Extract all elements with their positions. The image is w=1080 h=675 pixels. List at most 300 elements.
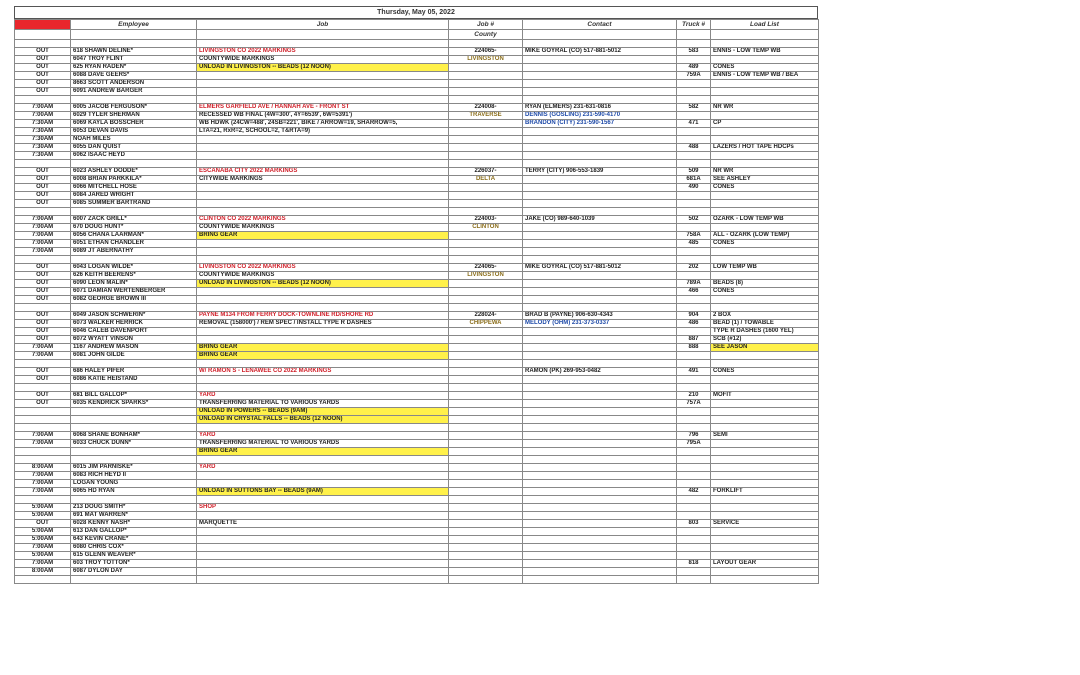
schedule-row	[15, 488, 819, 496]
cell-time: OUT	[15, 312, 71, 320]
cell-load-list	[711, 400, 819, 408]
cell-time: 7:30AM	[15, 152, 71, 160]
cell-truck: 904	[677, 312, 711, 320]
cell-contact	[523, 384, 677, 392]
cell-load-list: 2 BOX	[711, 312, 819, 320]
cell-job: RECESSED WB FINAL (4W=300', 4Y=6539', 6W=5391')	[197, 112, 449, 120]
cell-employee	[71, 408, 197, 416]
cell-contact	[523, 328, 677, 336]
cell-time	[15, 160, 71, 168]
cell-time: OUT	[15, 56, 71, 64]
cell-time	[15, 424, 71, 432]
column-subheader-row	[15, 30, 819, 40]
cell-truck: 583	[677, 48, 711, 56]
cell-job-number	[449, 144, 523, 152]
cell-time: OUT	[15, 392, 71, 400]
cell-contact	[523, 296, 677, 304]
cell-employee	[71, 448, 197, 456]
cell-job: BRING GEAR	[197, 352, 449, 360]
cell-contact	[523, 240, 677, 248]
cell-load-list	[711, 416, 819, 424]
cell-contact	[523, 480, 677, 488]
schedule-row	[15, 568, 819, 576]
cell-employee: 626 KEITH BEERENS*	[71, 272, 197, 280]
column-header-job-number: Job #	[449, 20, 523, 30]
cell-truck	[677, 96, 711, 104]
cell-truck: 789A	[677, 280, 711, 288]
cell-load-list	[711, 504, 819, 512]
cell-contact	[523, 192, 677, 200]
cell-employee: 6055 DAN QUIST	[71, 144, 197, 152]
cell-contact	[523, 344, 677, 352]
schedule-row	[15, 432, 819, 440]
schedule-row	[15, 528, 819, 536]
cell-time: OUT	[15, 368, 71, 376]
cell-load-list	[711, 88, 819, 96]
cell-load-list	[711, 512, 819, 520]
cell-job-number: 224003-	[449, 216, 523, 224]
cell-contact	[523, 136, 677, 144]
cell-time: 7:00AM	[15, 440, 71, 448]
cell-contact	[523, 88, 677, 96]
cell-load-list	[711, 112, 819, 120]
cell-time: 7:00AM	[15, 216, 71, 224]
cell-employee: 6049 JASON SCHWERIN*	[71, 312, 197, 320]
cell-employee: 213 DOUG SMITH*	[71, 504, 197, 512]
schedule-row	[15, 480, 819, 488]
cell-contact	[523, 408, 677, 416]
cell-contact	[523, 200, 677, 208]
cell-job-number	[449, 520, 523, 528]
cell-load-list: CONES	[711, 368, 819, 376]
cell-job-number	[449, 568, 523, 576]
cell-time: 7:00AM	[15, 472, 71, 480]
cell-job-number	[449, 400, 523, 408]
cell-truck: 491	[677, 368, 711, 376]
cell-job: UNLOAD IN POWERS -- BEADS (9AM)	[197, 408, 449, 416]
cell-load-list	[711, 352, 819, 360]
cell-contact	[523, 440, 677, 448]
schedule-row	[15, 352, 819, 360]
schedule-row	[15, 200, 819, 208]
cell-employee	[71, 384, 197, 392]
cell-contact	[523, 232, 677, 240]
cell-load-list	[711, 424, 819, 432]
cell-employee: 613 DAN GALLOP*	[71, 528, 197, 536]
cell-employee	[71, 160, 197, 168]
cell-contact: MIKE GOYRAL (CO) 517-881-5012	[523, 264, 677, 272]
column-header-time: Time	[15, 20, 71, 30]
cell-time: 8:00AM	[15, 568, 71, 576]
cell-employee: 6091 ANDREW BARGER	[71, 88, 197, 96]
cell-job-number	[449, 72, 523, 80]
schedule-row	[15, 216, 819, 224]
cell-truck	[677, 272, 711, 280]
cell-time	[15, 304, 71, 312]
cell-contact	[523, 456, 677, 464]
schedule-row	[15, 416, 819, 424]
cell-truck	[677, 480, 711, 488]
cell-time	[15, 576, 71, 584]
cell-truck	[677, 360, 711, 368]
cell-employee	[71, 208, 197, 216]
schedule-row	[15, 136, 819, 144]
cell-job-number	[449, 136, 523, 144]
cell-load-list	[711, 80, 819, 88]
cell-job	[197, 72, 449, 80]
cell-contact	[523, 304, 677, 312]
cell-job-number	[449, 552, 523, 560]
cell-truck: 759A	[677, 72, 711, 80]
cell-job-number	[449, 536, 523, 544]
cell-truck	[677, 256, 711, 264]
cell-time: 7:00AM	[15, 112, 71, 120]
cell-job: TRANSFERRING MATERIAL TO VARIOUS YARDS	[197, 440, 449, 448]
cell-job: SHOP	[197, 504, 449, 512]
cell-contact	[523, 512, 677, 520]
cell-job-number	[449, 328, 523, 336]
cell-load-list	[711, 200, 819, 208]
cell-employee: 6085 SUMMER BARTRAND	[71, 200, 197, 208]
cell-truck: 757A	[677, 400, 711, 408]
cell-employee: 6053 DEVAN DAVIS	[71, 128, 197, 136]
cell-time: OUT	[15, 288, 71, 296]
cell-job-number	[449, 456, 523, 464]
schedule-row	[15, 520, 819, 528]
cell-employee	[71, 96, 197, 104]
cell-truck	[677, 80, 711, 88]
cell-load-list: CONES	[711, 288, 819, 296]
cell-truck	[677, 152, 711, 160]
cell-time	[15, 208, 71, 216]
cell-job-number: 226037-	[449, 168, 523, 176]
cell-load-list	[711, 496, 819, 504]
cell-load-list: TYPE R DASHES (1600 YEL)	[711, 328, 819, 336]
schedule-row	[15, 272, 819, 280]
cell-employee: 8663 SCOTT ANDERSON	[71, 80, 197, 88]
cell-employee: 6088 DAVE GEERS*	[71, 72, 197, 80]
cell-contact	[523, 560, 677, 568]
cell-truck	[677, 136, 711, 144]
cell-job-number	[449, 200, 523, 208]
cell-job: LTA=21, RxR=2, SCHOOL=2, T&RTA=9)	[197, 128, 449, 136]
cell-time: 5:00AM	[15, 512, 71, 520]
cell-job	[197, 424, 449, 432]
spacer-row	[15, 576, 819, 584]
cell-employee: 6066 MITCHELL HOSE	[71, 184, 197, 192]
cell-job-number	[449, 424, 523, 432]
cell-contact	[523, 472, 677, 480]
cell-truck	[677, 88, 711, 96]
schedule-row	[15, 512, 819, 520]
cell-load-list: CONES	[711, 240, 819, 248]
cell-contact	[523, 80, 677, 88]
cell-truck	[677, 128, 711, 136]
spacer-row	[15, 496, 819, 504]
schedule-row	[15, 144, 819, 152]
cell-job	[197, 544, 449, 552]
schedule-row	[15, 312, 819, 320]
cell-truck	[677, 192, 711, 200]
cell-job-number	[449, 232, 523, 240]
cell-employee: 615 GLENN WEAVER*	[71, 552, 197, 560]
cell-load-list: ENNIS - LOW TEMP WB	[711, 48, 819, 56]
cell-contact	[523, 392, 677, 400]
cell-load-list	[711, 248, 819, 256]
cell-truck: 482	[677, 488, 711, 496]
cell-contact	[523, 152, 677, 160]
cell-job: CITYWIDE MARKINGS	[197, 176, 449, 184]
cell-load-list: SERVICE	[711, 520, 819, 528]
cell-contact	[523, 208, 677, 216]
cell-job: BRING GEAR	[197, 232, 449, 240]
cell-contact	[523, 176, 677, 184]
schedule-row	[15, 440, 819, 448]
cell-truck: 803	[677, 520, 711, 528]
cell-contact	[523, 544, 677, 552]
schedule-row	[15, 240, 819, 248]
cell-employee: 686 HALEY PIFER	[71, 368, 197, 376]
cell-employee: 6023 ASHLEY DODDE*	[71, 168, 197, 176]
schedule-row	[15, 64, 819, 72]
cell-load-list	[711, 552, 819, 560]
cell-job-number	[449, 392, 523, 400]
cell-employee	[71, 424, 197, 432]
cell-job-number	[449, 528, 523, 536]
schedule-row	[15, 120, 819, 128]
schedule-row	[15, 104, 819, 112]
cell-truck: 471	[677, 120, 711, 128]
cell-load-list: MOFIT	[711, 392, 819, 400]
cell-load-list: CONES	[711, 64, 819, 72]
schedule-row	[15, 504, 819, 512]
cell-job-number	[449, 488, 523, 496]
spacer-row	[15, 160, 819, 168]
schedule-row	[15, 80, 819, 88]
cell-job-number	[449, 88, 523, 96]
cell-time: OUT	[15, 520, 71, 528]
cell-employee: 6056 CHANA LAARMAN*	[71, 232, 197, 240]
cell-contact	[523, 536, 677, 544]
cell-contact	[523, 448, 677, 456]
schedule-row	[15, 392, 819, 400]
cell-time: 5:00AM	[15, 504, 71, 512]
cell-load-list	[711, 448, 819, 456]
cell-employee: 670 DOUG HUNT*	[71, 224, 197, 232]
cell-time: OUT	[15, 328, 71, 336]
cell-job-number	[449, 192, 523, 200]
cell-contact	[523, 504, 677, 512]
cell-job-number	[449, 336, 523, 344]
cell-job	[197, 296, 449, 304]
cell-truck	[677, 456, 711, 464]
cell-time	[15, 384, 71, 392]
cell-job-number	[449, 472, 523, 480]
spacer-row	[15, 256, 819, 264]
cell-truck: 818	[677, 560, 711, 568]
cell-time: 7:00AM	[15, 232, 71, 240]
cell-job: ELMERS GARFIELD AVE / HANNAH AVE - FRONT ST	[197, 104, 449, 112]
cell-employee	[71, 496, 197, 504]
cell-job	[197, 160, 449, 168]
cell-contact	[523, 72, 677, 80]
cell-job-number	[449, 240, 523, 248]
cell-job	[197, 456, 449, 464]
cell-load-list	[711, 296, 819, 304]
cell-truck: 489	[677, 64, 711, 72]
cell-job-number	[449, 256, 523, 264]
cell-load-list	[711, 544, 819, 552]
cell-time: 7:00AM	[15, 544, 71, 552]
cell-truck	[677, 112, 711, 120]
cell-load-list	[711, 384, 819, 392]
cell-load-list: ALL - OZARK (LOW TEMP)	[711, 232, 819, 240]
schedule-row	[15, 320, 819, 328]
cell-time: 7:30AM	[15, 128, 71, 136]
cell-load-list	[711, 408, 819, 416]
schedule-date: Thursday, May 05, 2022	[14, 6, 818, 19]
cell-job-number	[449, 432, 523, 440]
cell-contact	[523, 520, 677, 528]
cell-time: OUT	[15, 168, 71, 176]
cell-job: CLINTON CO 2022 MARKINGS	[197, 216, 449, 224]
cell-contact	[523, 56, 677, 64]
cell-truck: 488	[677, 144, 711, 152]
cell-contact	[523, 416, 677, 424]
cell-load-list	[711, 272, 819, 280]
cell-contact	[523, 224, 677, 232]
cell-load-list: BEADS (8)	[711, 280, 819, 288]
schedule-row	[15, 72, 819, 80]
cell-job-number: 224065-	[449, 48, 523, 56]
cell-truck: 490	[677, 184, 711, 192]
schedule-row	[15, 280, 819, 288]
cell-job: BRING GEAR	[197, 448, 449, 456]
cell-time: 7:00AM	[15, 480, 71, 488]
schedule-row	[15, 296, 819, 304]
cell-load-list	[711, 152, 819, 160]
cell-job-number	[449, 96, 523, 104]
cell-employee: 6047 TROY FLINT	[71, 56, 197, 64]
cell-truck	[677, 328, 711, 336]
schedule-row	[15, 336, 819, 344]
cell-employee	[71, 360, 197, 368]
cell-load-list	[711, 440, 819, 448]
cell-job-number	[449, 480, 523, 488]
cell-contact	[523, 376, 677, 384]
cell-job: YARD	[197, 432, 449, 440]
cell-job-number	[449, 184, 523, 192]
cell-time	[15, 496, 71, 504]
cell-job-number: 228024-	[449, 312, 523, 320]
cell-time: 5:00AM	[15, 552, 71, 560]
cell-employee	[71, 576, 197, 584]
schedule-row	[15, 192, 819, 200]
cell-employee: 691 MAT WARREN*	[71, 512, 197, 520]
cell-employee: 625 RYAN RADEN*	[71, 64, 197, 72]
cell-job	[197, 496, 449, 504]
cell-truck	[677, 224, 711, 232]
cell-truck	[677, 424, 711, 432]
cell-load-list	[711, 136, 819, 144]
cell-job-number: 224065-	[449, 264, 523, 272]
cell-truck	[677, 304, 711, 312]
cell-employee	[71, 416, 197, 424]
cell-truck	[677, 296, 711, 304]
cell-truck: 888	[677, 344, 711, 352]
cell-time: OUT	[15, 264, 71, 272]
cell-load-list: LAYOUT GEAR	[711, 560, 819, 568]
cell-load-list	[711, 304, 819, 312]
cell-job	[197, 336, 449, 344]
cell-truck	[677, 464, 711, 472]
cell-employee: 6068 SHANE BONHAM*	[71, 432, 197, 440]
schedule-row	[15, 184, 819, 192]
schedule-row	[15, 376, 819, 384]
cell-contact: DENNIS (GOSLING) 231-590-4170	[523, 112, 677, 120]
schedule-row	[15, 536, 819, 544]
spacer-row	[15, 96, 819, 104]
cell-job-number: LIVINGSTON	[449, 56, 523, 64]
cell-contact	[523, 336, 677, 344]
schedule-row	[15, 264, 819, 272]
cell-job	[197, 288, 449, 296]
cell-employee: 6069 KAYLA BOSSCHER	[71, 120, 197, 128]
cell-contact	[523, 424, 677, 432]
cell-time: OUT	[15, 400, 71, 408]
cell-time: OUT	[15, 80, 71, 88]
spacer-row	[15, 304, 819, 312]
cell-job	[197, 376, 449, 384]
cell-contact: BRANDON (CITY) 231-590-1567	[523, 120, 677, 128]
cell-employee: 6073 WALKER HERRICK	[71, 320, 197, 328]
cell-load-list	[711, 256, 819, 264]
cell-job-number	[449, 512, 523, 520]
schedule-row	[15, 552, 819, 560]
cell-job	[197, 560, 449, 568]
cell-truck	[677, 544, 711, 552]
cell-time: OUT	[15, 320, 71, 328]
cell-load-list	[711, 472, 819, 480]
cell-truck	[677, 528, 711, 536]
cell-job	[197, 568, 449, 576]
cell-employee: 6028 KENNY NASH*	[71, 520, 197, 528]
cell-time: 7:30AM	[15, 136, 71, 144]
cell-truck: 466	[677, 288, 711, 296]
column-header-employee: Employee	[71, 20, 197, 30]
cell-employee: 6065 HD RYAN	[71, 488, 197, 496]
cell-truck	[677, 536, 711, 544]
cell-job: UNLOAD IN SUTTONS BAY -- BEADS (9AM)	[197, 488, 449, 496]
cell-employee: 6043 LOGAN WILDE*	[71, 264, 197, 272]
cell-employee: 6090 LEON MALIN*	[71, 280, 197, 288]
cell-truck	[677, 448, 711, 456]
cell-contact	[523, 360, 677, 368]
cell-load-list: SEMI	[711, 432, 819, 440]
cell-job-number	[449, 64, 523, 72]
cell-job	[197, 184, 449, 192]
schedule-row	[15, 288, 819, 296]
cell-load-list	[711, 56, 819, 64]
spacer-row	[15, 384, 819, 392]
cell-load-list: SEE JASON	[711, 344, 819, 352]
schedule-row	[15, 56, 819, 64]
cell-time: 8:00AM	[15, 464, 71, 472]
cell-load-list	[711, 128, 819, 136]
cell-employee: 6046 CALEB DAVENPORT	[71, 328, 197, 336]
cell-employee: 6062 ISAAC HEYD	[71, 152, 197, 160]
cell-job	[197, 248, 449, 256]
